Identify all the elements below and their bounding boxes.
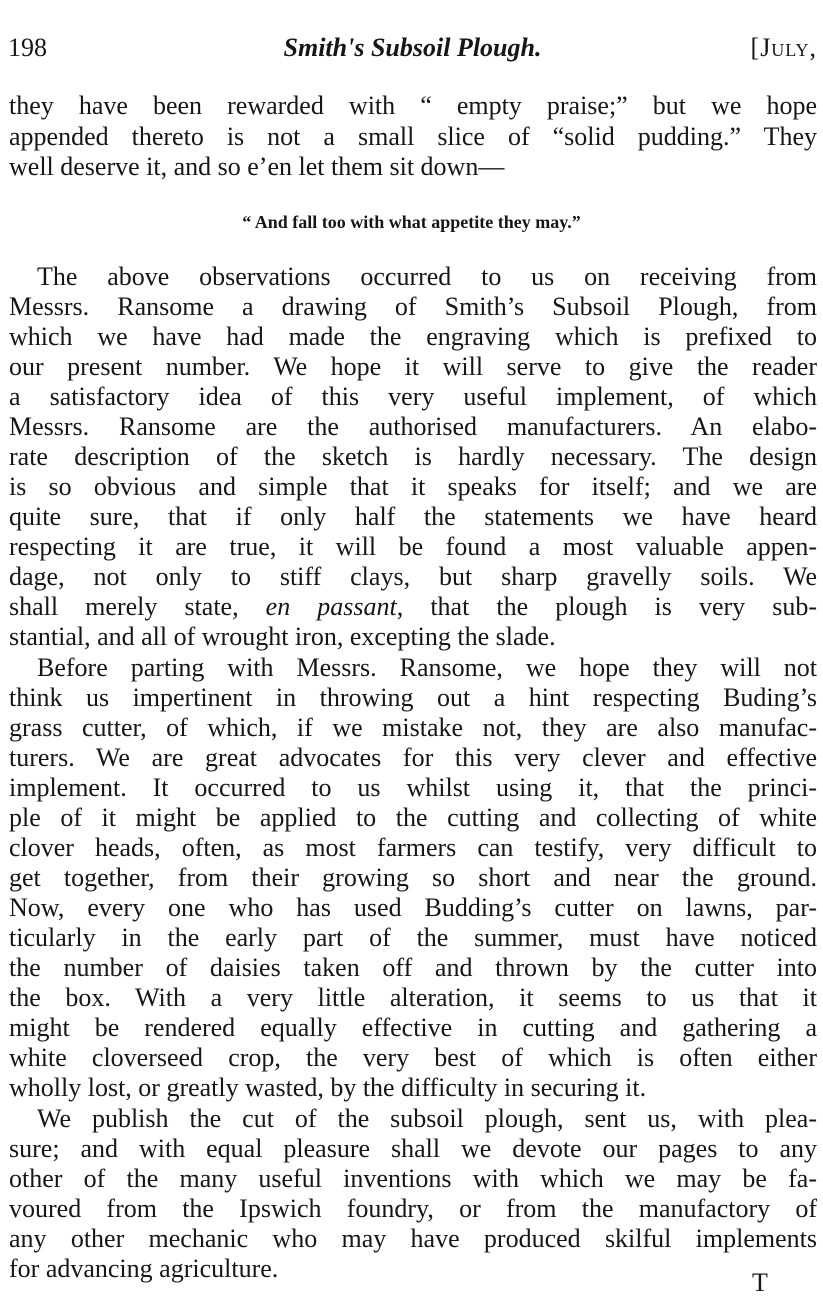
text-line: Before parting with Messrs. Ransome, we hope they will not — [37, 653, 817, 682]
text-line: quite sure, that if only half the statements we have heard — [9, 502, 817, 531]
text-line: is so obvious and simple that it speaks for itself; and we are — [9, 472, 817, 501]
text-line: dage, not only to stiff clays, but sharp gravelly soils. We — [9, 562, 817, 591]
text-line: voured from the Ipswich foundry, or from the manufactory of — [9, 1194, 817, 1223]
text-line: get together, from their growing so short and near the ground. — [9, 863, 817, 892]
running-title: Smith's Subsoil Plough. — [283, 33, 542, 62]
text-line: Messrs. Ransome a drawing of Smith’s Subsoil Plough, from — [9, 292, 817, 321]
text-line: they have been rewarded with “ empty praise;” but we hope — [9, 91, 817, 120]
text-line: white cloverseed crop, the very best of which is often either — [9, 1043, 817, 1072]
text-line: rate description of the sketch is hardly necessary. The design — [9, 442, 817, 471]
text-line: respecting it are true, it will be found a most valuable appen- — [9, 532, 817, 561]
text-line: any other mechanic who may have produced skilful implements — [9, 1224, 817, 1253]
text-line: grass cutter, of which, if we mistake not, they are also manufac- — [9, 713, 817, 742]
text-line: which we have had made the engraving which is prefixed to — [9, 322, 817, 351]
running-head — [8, 30, 817, 66]
text-line: stantial, and all of wrought iron, excepting the slade. — [9, 622, 556, 651]
text-line: for advancing agriculture. — [9, 1254, 279, 1283]
text-line: the box. With a very little alteration, it seems to us that it — [9, 983, 817, 1012]
text-line: ticularly in the early part of the summer, must have noticed — [9, 923, 817, 952]
text-line: ple of it might be applied to the cutting and collecting of white — [9, 803, 817, 832]
text-line: appended thereto is not a small slice of “solid pudding.” They — [9, 122, 817, 151]
text-line: turers. We are great advocates for this very clever and effective — [9, 743, 817, 772]
text-line: The above observations occurred to us on receiving from — [37, 262, 817, 291]
quotation: “ And fall too with what appetite they may.” — [242, 212, 581, 232]
page-number: 198 — [8, 33, 47, 62]
catchword: T — [752, 1268, 768, 1297]
text-line: the number of daisies taken off and thrown by the cutter into — [9, 953, 817, 982]
running-month: [July, — [750, 33, 817, 62]
text-line: sure; and with equal pleasure shall we devote our pages to any — [9, 1134, 817, 1163]
text-line: implement. It occurred to us whilst using it, that the princi- — [9, 773, 817, 802]
text-line: wholly lost, or greatly wasted, by the difficulty in securing it. — [9, 1073, 647, 1102]
text-line: our present number. We hope it will serve to give the reader — [9, 352, 817, 381]
text-line: might be rendered equally effective in cutting and gathering a — [9, 1013, 817, 1042]
text-line: a satisfactory idea of this very useful implement, of which — [9, 382, 817, 411]
text-line: other of the many useful inventions with which we may be fa- — [9, 1164, 817, 1193]
text-line: We publish the cut of the subsoil plough, sent us, with plea- — [37, 1104, 817, 1133]
text-line: shall merely state, en passant, that the plough is very sub- — [9, 592, 818, 621]
text-line: think us impertinent in throwing out a hint respecting Buding’s — [9, 683, 817, 712]
text-line: Now, every one who has used Budding’s cutter on lawns, par- — [9, 893, 817, 922]
text-line: well deserve it, and so e’en let them sit down— — [9, 152, 505, 181]
text-line: Messrs. Ransome are the authorised manufacturers. An elabo- — [9, 412, 817, 441]
text-line: clover heads, often, as most farmers can testify, very difficult to — [9, 833, 817, 862]
